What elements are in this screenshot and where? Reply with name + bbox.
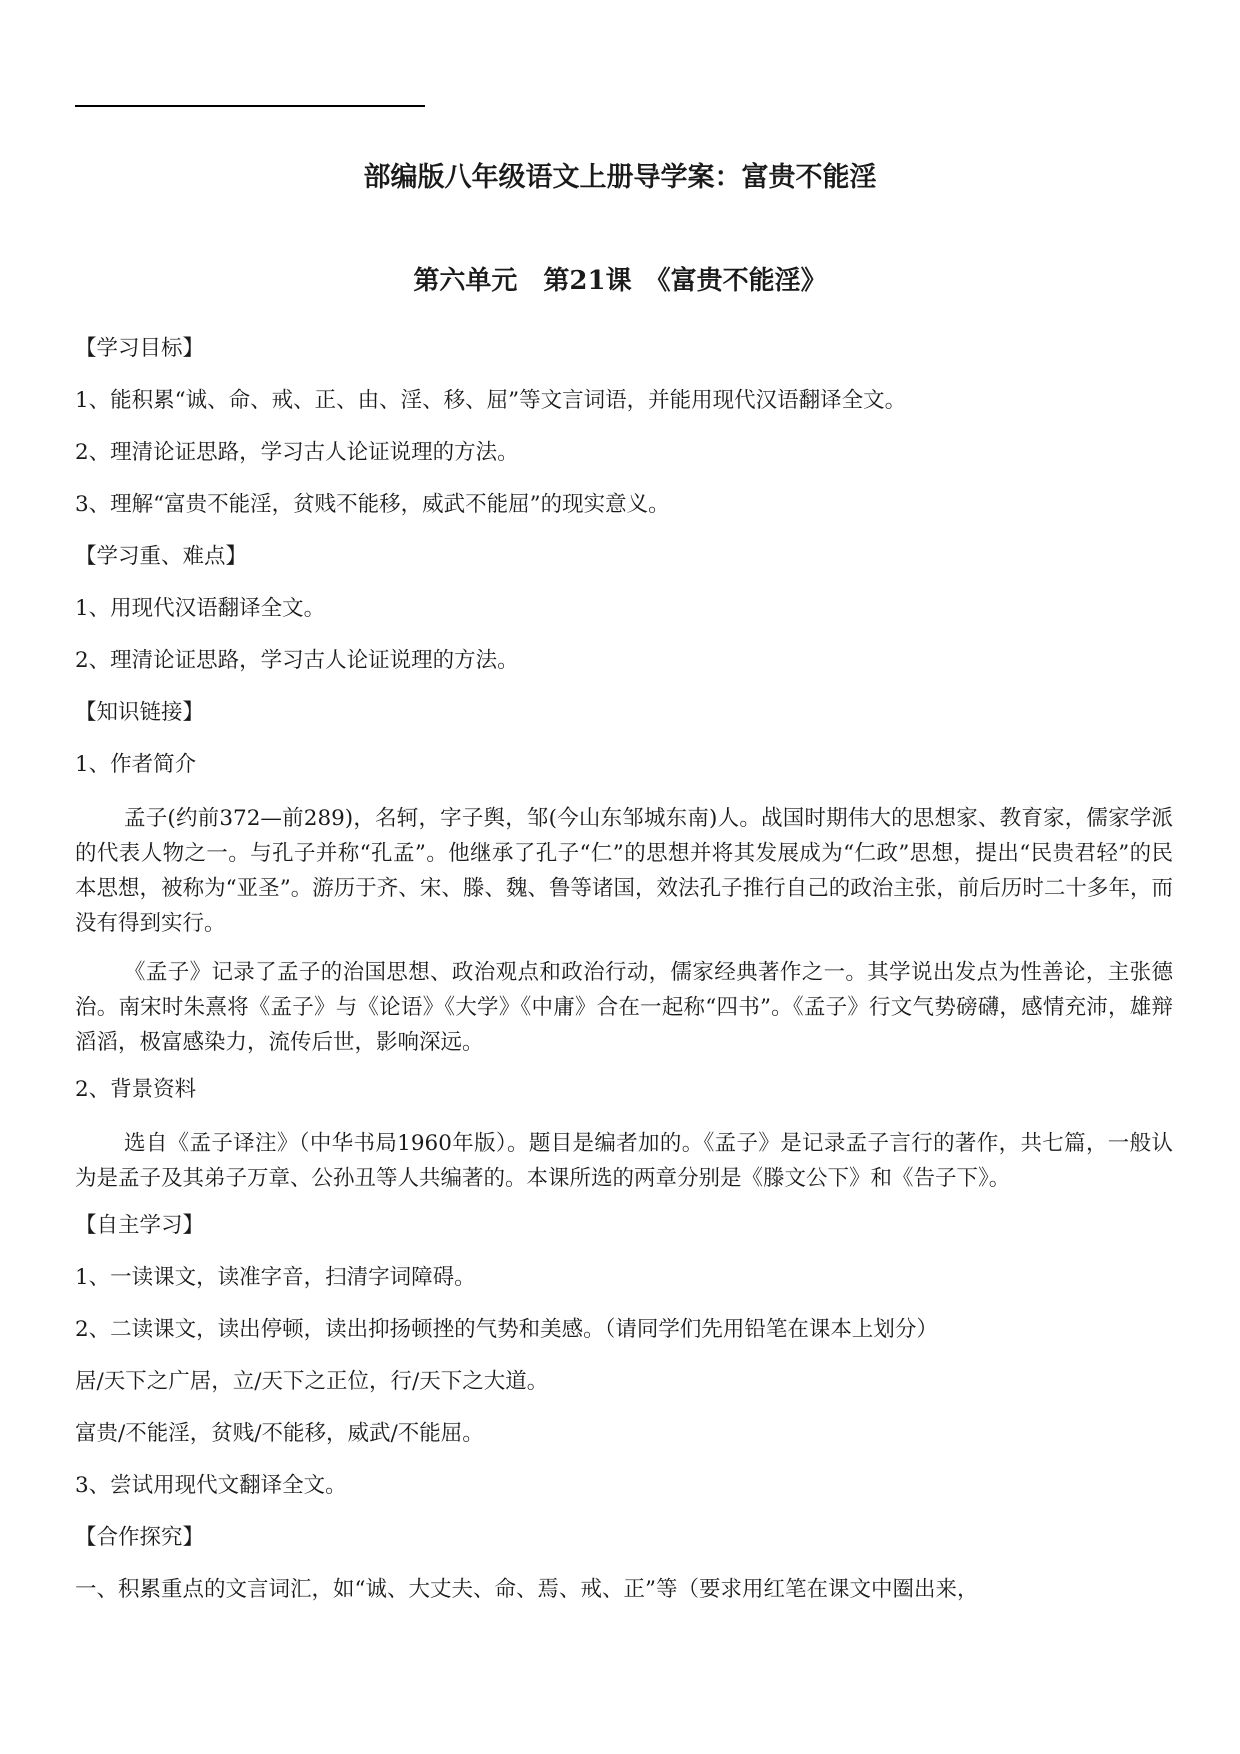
- subheading-background: 2、背景资料: [75, 1077, 197, 1102]
- subheading-author: 1、作者简介: [75, 752, 197, 777]
- author-paragraph: 孟子(约前372—前289)，名轲，字子舆，邹(今山东邹城东南)人。战国时期伟大的思想家、教育家，儒家学派的代表人物之一。与孔子并称“孔孟”。他继承了孔子“仁”的思想并将其发展成为“仁政”思想，提出“民贵君轻”的民本思想，被称为“亚圣”。游历于齐、宋、滕、魏、鲁等诸国，效法孔子推行自己的政治主张，前后历时二十多年，而没有得到实行。: [75, 806, 1173, 936]
- background-paragraph: 选自《孟子译注》（中华书局1960年版）。题目是编者加的。《孟子》是记录孟子言行的著作，共七篇，一般认为是孟子及其弟子万章、公孙丑等人共编著的。本课所选的两章分别是《滕文公下》和《告子下》。: [75, 1131, 1173, 1191]
- cooperation-item: 一、积累重点的文言词汇，如“诚、大丈夫、命、焉、戒、正”等（要求用红笔在课文中圈出来，: [75, 1577, 979, 1602]
- lesson-subtitle: 第六单元 第21课 《富贵不能淫》: [413, 266, 827, 296]
- objective-item: 3、理解“富贵不能淫，贫贱不能移，威武不能屈”的现实意义。: [75, 492, 670, 517]
- objective-item: 1、能积累“诚、命、戒、正、由、淫、移、屈”等文言词语，并能用现代汉语翻译全文。: [75, 388, 907, 413]
- section-heading-key-points: 【学习重、难点】: [75, 544, 248, 569]
- self-study-item: 3、尝试用现代文翻译全文。: [75, 1473, 347, 1498]
- section-heading-cooperation: 【合作探究】: [75, 1525, 205, 1550]
- self-study-item: 富贵/不能淫，贫贱/不能移，威武/不能屈。: [75, 1421, 484, 1446]
- section-heading-objectives: 【学习目标】: [75, 336, 205, 361]
- section-heading-knowledge: 【知识链接】: [75, 700, 205, 725]
- self-study-item: 1、一读课文，读准字音，扫清字词障碍。: [75, 1265, 476, 1290]
- self-study-item: 居/天下之广居，立/天下之正位，行/天下之大道。: [75, 1369, 549, 1394]
- document-body: [75, 333, 1173, 1606]
- key-point-item: 2、理清论证思路，学习古人论证说理的方法。: [75, 648, 519, 673]
- document-title: 部编版八年级语文上册导学案：富贵不能淫: [363, 162, 877, 193]
- section-heading-self-study: 【自主学习】: [75, 1213, 205, 1238]
- key-point-item: 1、用现代汉语翻译全文。: [75, 596, 326, 621]
- author-paragraph: 《孟子》记录了孟子的治国思想、政治观点和政治行动，儒家经典著作之一。其学说出发点为性善论，主张德治。南宋时朱熹将《孟子》与《论语》《大学》《中庸》合在一起称“四书”。《孟子》行文气势磅礴，感情充沛，雄辩滔滔，极富感染力，流传后世，影响深远。: [75, 960, 1173, 1055]
- objective-item: 2、理清论证思路，学习古人论证说理的方法。: [75, 440, 519, 465]
- header-rule: [75, 105, 425, 107]
- self-study-item: 2、二读课文，读出停顿，读出抑扬顿挫的气势和美感。（请同学们先用铅笔在课本上划分）: [75, 1317, 938, 1342]
